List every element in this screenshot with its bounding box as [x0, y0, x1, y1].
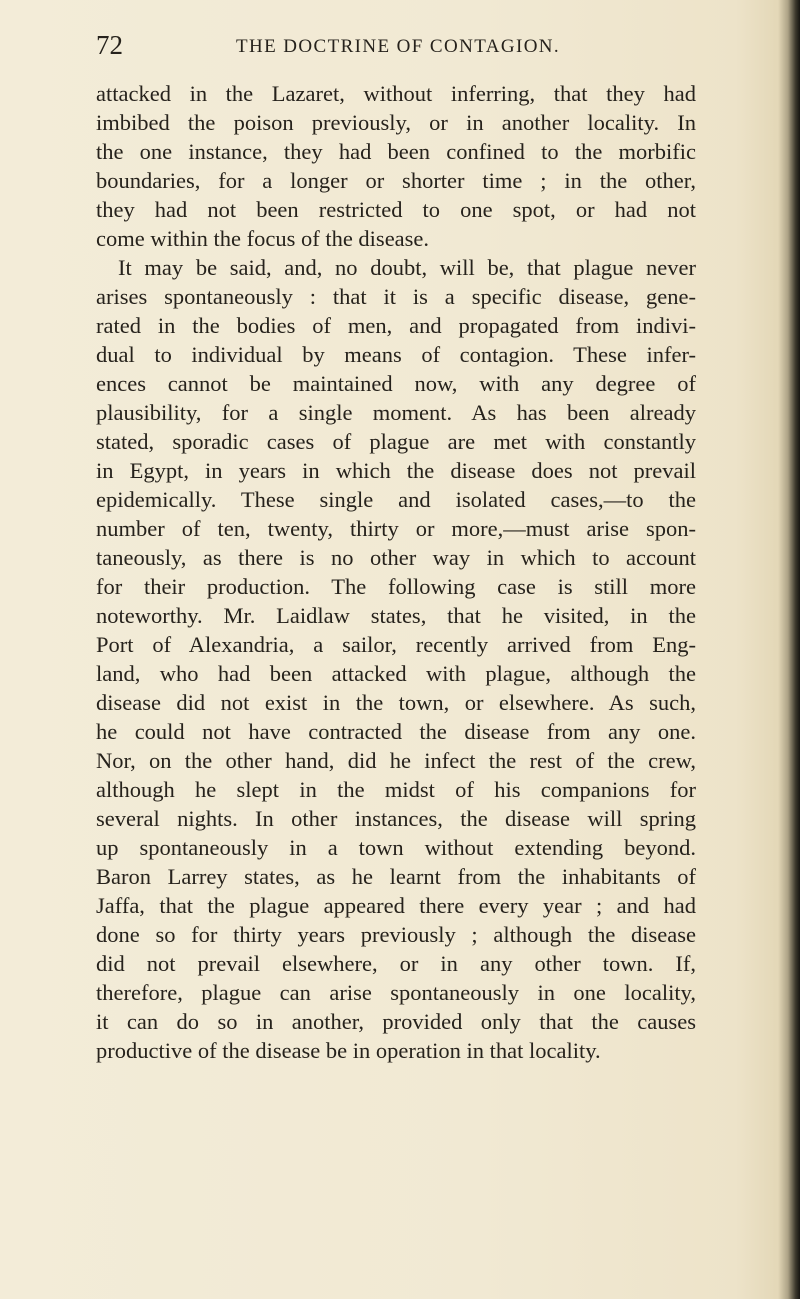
text-line: Baron Larrey states, as he learnt from the inhabitants of	[96, 864, 696, 889]
text-line: epidemically. These single and isolated cases,—to the	[96, 487, 696, 512]
page-number: 72	[96, 30, 123, 60]
running-title: THE DOCTRINE OF CONTAGION.	[236, 36, 561, 57]
page-header	[0, 30, 800, 60]
text-line: he could not have contracted the disease from any one.	[96, 719, 696, 744]
text-line: they had not been restricted to one spot, or had not	[96, 197, 696, 222]
text-line: although he slept in the midst of his companions for	[96, 777, 696, 802]
text-line: Nor, on the other hand, did he infect the rest of the crew,	[96, 748, 696, 773]
text-line: land, who had been attacked with plague, although the	[96, 661, 696, 686]
text-line: Jaffa, that the plague appeared there every year ; and had	[96, 893, 696, 918]
text-line: therefore, plague can arise spontaneously in one locality,	[96, 980, 696, 1005]
text-line: rated in the bodies of men, and propagated from indivi-	[96, 313, 696, 338]
text-line: stated, sporadic cases of plague are met with constantly	[96, 429, 696, 454]
text-line: arises spontaneously : that it is a specific disease, gene-	[96, 284, 696, 309]
text-line: productive of the disease be in operation in that locality.	[96, 1038, 601, 1063]
text-line: number of ten, twenty, thirty or more,—must arise spon-	[96, 516, 696, 541]
text-line: for their production. The following case is still more	[96, 574, 696, 599]
text-line: come within the focus of the disease.	[96, 226, 430, 251]
text-line: It may be said, and, no doubt, will be, that plague never	[118, 255, 696, 280]
text-line: disease did not exist in the town, or elsewhere. As such,	[96, 690, 696, 715]
book-spine-shadow	[778, 0, 800, 1299]
text-line: ences cannot be maintained now, with any degree of	[96, 371, 696, 396]
text-line: in Egypt, in years in which the disease does not prevail	[96, 458, 696, 483]
text-line: dual to individual by means of contagion. These infer-	[96, 342, 696, 367]
text-line: done so for thirty years previously ; although the disease	[96, 922, 696, 947]
text-line: it can do so in another, provided only that the causes	[96, 1009, 696, 1034]
text-line: the one instance, they had been confined to the morbific	[96, 139, 696, 164]
text-line: imbibed the poison previously, or in another locality. In	[96, 110, 696, 135]
text-line: noteworthy. Mr. Laidlaw states, that he visited, in the	[96, 603, 696, 628]
text-line: attacked in the Lazaret, without inferring, that they had	[96, 81, 696, 106]
text-line: plausibility, for a single moment. As has been already	[96, 400, 696, 425]
text-line: did not prevail elsewhere, or in any other town. If,	[96, 951, 696, 976]
body-text	[96, 79, 696, 1065]
text-line: Port of Alexandria, a sailor, recently arrived from Eng-	[96, 632, 696, 657]
text-line: several nights. In other instances, the disease will spring	[96, 806, 696, 831]
text-line: up spontaneously in a town without extending beyond.	[96, 835, 696, 860]
text-line: boundaries, for a longer or shorter time ; in the other,	[96, 168, 696, 193]
text-line: taneously, as there is no other way in which to account	[96, 545, 696, 570]
